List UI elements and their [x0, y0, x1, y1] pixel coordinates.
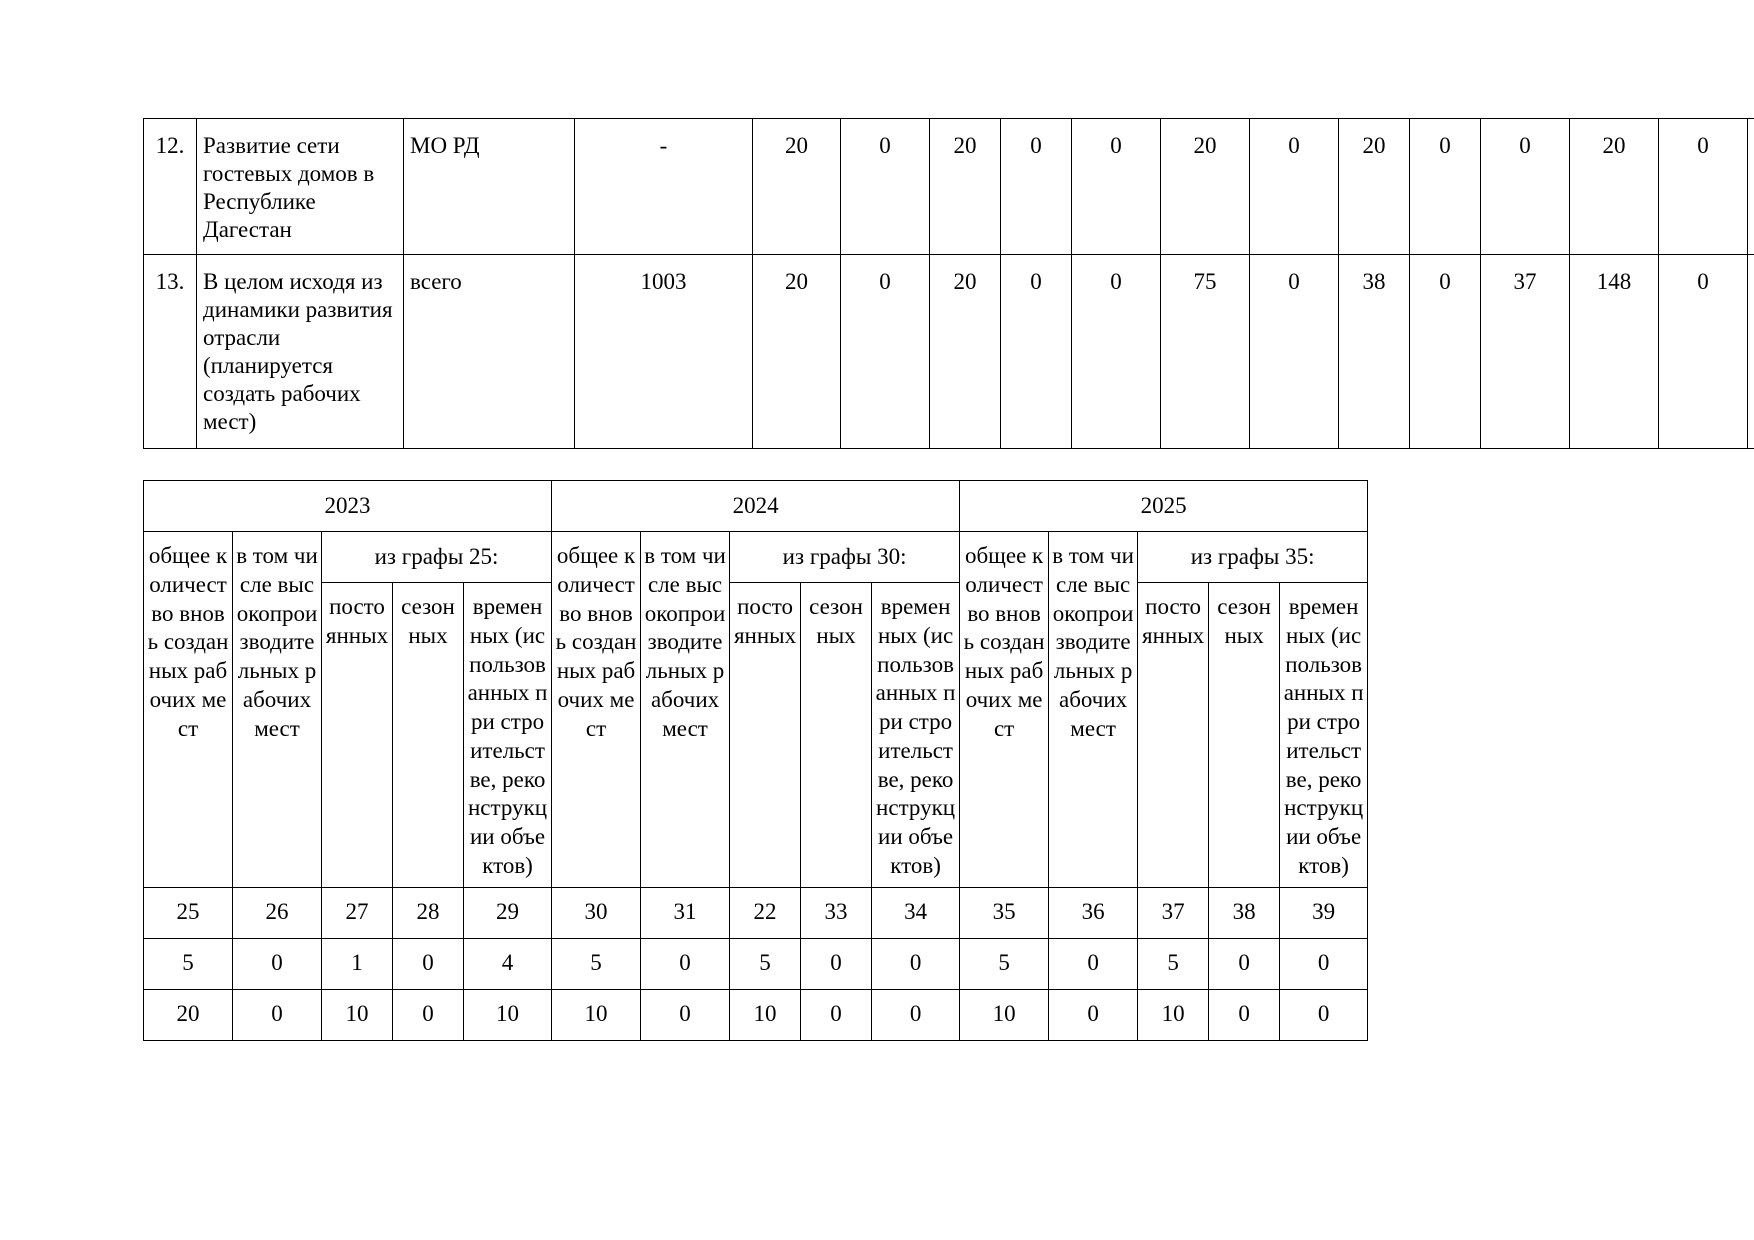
column-number: 25 [144, 887, 233, 938]
table-cell: 0 [1250, 119, 1339, 255]
total-jobs-header: общее количество вновь созданных рабочих мест [960, 532, 1049, 888]
table-cell: 10 [1138, 989, 1209, 1040]
column-number: 22 [730, 887, 801, 938]
table-cell: 20 [930, 119, 1001, 255]
table-cell: 38 [1339, 255, 1410, 449]
highprod-jobs-header: в том числе высокопроизводительных рабочих мест [641, 532, 730, 888]
permanent-header: постоянных [730, 583, 801, 888]
permanent-header: постоянных [1138, 583, 1209, 888]
table-cell: 0 [1659, 255, 1748, 449]
table-cell: 75 [1161, 255, 1250, 449]
subheader-row [144, 532, 1368, 583]
year-header-row [144, 481, 1368, 532]
temporary-header: временных (использованных при строительстве, реконструкции объектов) [1280, 583, 1368, 888]
total-jobs-header: общее количество вновь созданных рабочих мест [144, 532, 233, 888]
table-cell: 148 [1570, 255, 1659, 449]
table-cell: 5 [960, 938, 1049, 989]
table-cell: 10 [464, 989, 552, 1040]
table-cell: 0 [1209, 989, 1280, 1040]
table-cell: 0 [1072, 255, 1161, 449]
table-cell: 10 [552, 989, 641, 1040]
measure-name: Развитие сети гостевых домов в Республике Дагестан [197, 119, 404, 255]
year-header: 2025 [960, 481, 1368, 532]
column-number: 30 [552, 887, 641, 938]
seasonal-header: сезонных [393, 583, 464, 888]
table-cell: 0 [1001, 119, 1072, 255]
group-header: из графы 30: [730, 532, 960, 583]
group-header: из графы 35: [1138, 532, 1368, 583]
table-cell: 0 [1209, 938, 1280, 989]
executor: МО РД [404, 119, 575, 255]
table-cell: 10 [730, 989, 801, 1040]
table-cell: 0 [233, 989, 322, 1040]
table-cell: 4 [464, 938, 552, 989]
table-cell: 0 [1250, 255, 1339, 449]
table-cell: 0 [393, 989, 464, 1040]
table-cell: 0 [1072, 119, 1161, 255]
table-cell: 0 [1049, 938, 1138, 989]
table-cell: 0 [1280, 989, 1368, 1040]
seasonal-header: сезонных [1209, 583, 1280, 888]
bottom-table [143, 480, 1368, 1041]
table-cell: 0 [1280, 938, 1368, 989]
temporary-header: временных (использованных при строительстве, реконструкции объектов) [464, 583, 552, 888]
table-cell: 0 [872, 989, 960, 1040]
table-row [144, 989, 1368, 1040]
table-cell: 0 [1001, 255, 1072, 449]
row-number: 12. [144, 119, 197, 255]
column-number: 38 [1209, 887, 1280, 938]
table-cell: 10 [960, 989, 1049, 1040]
measure-name: В целом исходя из динамики развития отрасли (планируется создать рабочих мест) [197, 255, 404, 449]
year-header: 2024 [552, 481, 960, 532]
total-jobs-header: общее количество вновь созданных рабочих мест [552, 532, 641, 888]
permanent-header: постоянных [322, 583, 393, 888]
table-cell: 0 [1410, 119, 1481, 255]
top-table [143, 118, 1754, 449]
column-number: 31 [641, 887, 730, 938]
table-cell [1748, 255, 1754, 449]
cost: 1003 [575, 255, 753, 449]
temporary-header: временных (использованных при строительстве, реконструкции объектов) [872, 583, 960, 888]
table-cell: 0 [841, 119, 930, 255]
table-cell: 20 [1339, 119, 1410, 255]
seasonal-header: сезонных [801, 583, 872, 888]
table-cell: 20 [753, 255, 841, 449]
cost: - [575, 119, 753, 255]
table-cell: 20 [1570, 119, 1659, 255]
table-cell: 0 [641, 938, 730, 989]
table-cell [1748, 119, 1754, 255]
table-cell: 0 [841, 255, 930, 449]
table-cell: 1 [322, 938, 393, 989]
executor: всего [404, 255, 575, 449]
table-cell: 20 [930, 255, 1001, 449]
table-cell: 0 [1049, 989, 1138, 1040]
table-cell: 0 [1481, 119, 1570, 255]
table-cell: 0 [872, 938, 960, 989]
table-cell: 37 [1481, 255, 1570, 449]
table-cell: 0 [801, 938, 872, 989]
table-cell: 0 [1410, 255, 1481, 449]
detail-header-row [144, 583, 1368, 888]
column-number: 28 [393, 887, 464, 938]
table-cell: 0 [641, 989, 730, 1040]
column-number: 27 [322, 887, 393, 938]
table-cell: 0 [1659, 119, 1748, 255]
table-cell: 5 [144, 938, 233, 989]
highprod-jobs-header: в том числе высокопроизводительных рабочих мест [1049, 532, 1138, 888]
highprod-jobs-header: в том числе высокопроизводительных рабочих мест [233, 532, 322, 888]
group-header: из графы 25: [322, 532, 552, 583]
column-number: 35 [960, 887, 1049, 938]
table-cell: 5 [552, 938, 641, 989]
table-row [144, 119, 1754, 255]
table-cell: 0 [393, 938, 464, 989]
column-number: 34 [872, 887, 960, 938]
table-cell: 20 [1161, 119, 1250, 255]
table-cell: 20 [144, 989, 233, 1040]
table-cell: 20 [753, 119, 841, 255]
table-cell: 5 [1138, 938, 1209, 989]
table-cell: 0 [801, 989, 872, 1040]
column-number: 37 [1138, 887, 1209, 938]
year-header: 2023 [144, 481, 552, 532]
column-number: 29 [464, 887, 552, 938]
column-number: 36 [1049, 887, 1138, 938]
table-cell: 10 [322, 989, 393, 1040]
table-row [144, 255, 1754, 449]
column-number: 39 [1280, 887, 1368, 938]
row-number: 13. [144, 255, 197, 449]
column-number-row [144, 887, 1368, 938]
column-number: 26 [233, 887, 322, 938]
table-cell: 5 [730, 938, 801, 989]
column-number: 33 [801, 887, 872, 938]
table-cell: 0 [233, 938, 322, 989]
table-row [144, 938, 1368, 989]
